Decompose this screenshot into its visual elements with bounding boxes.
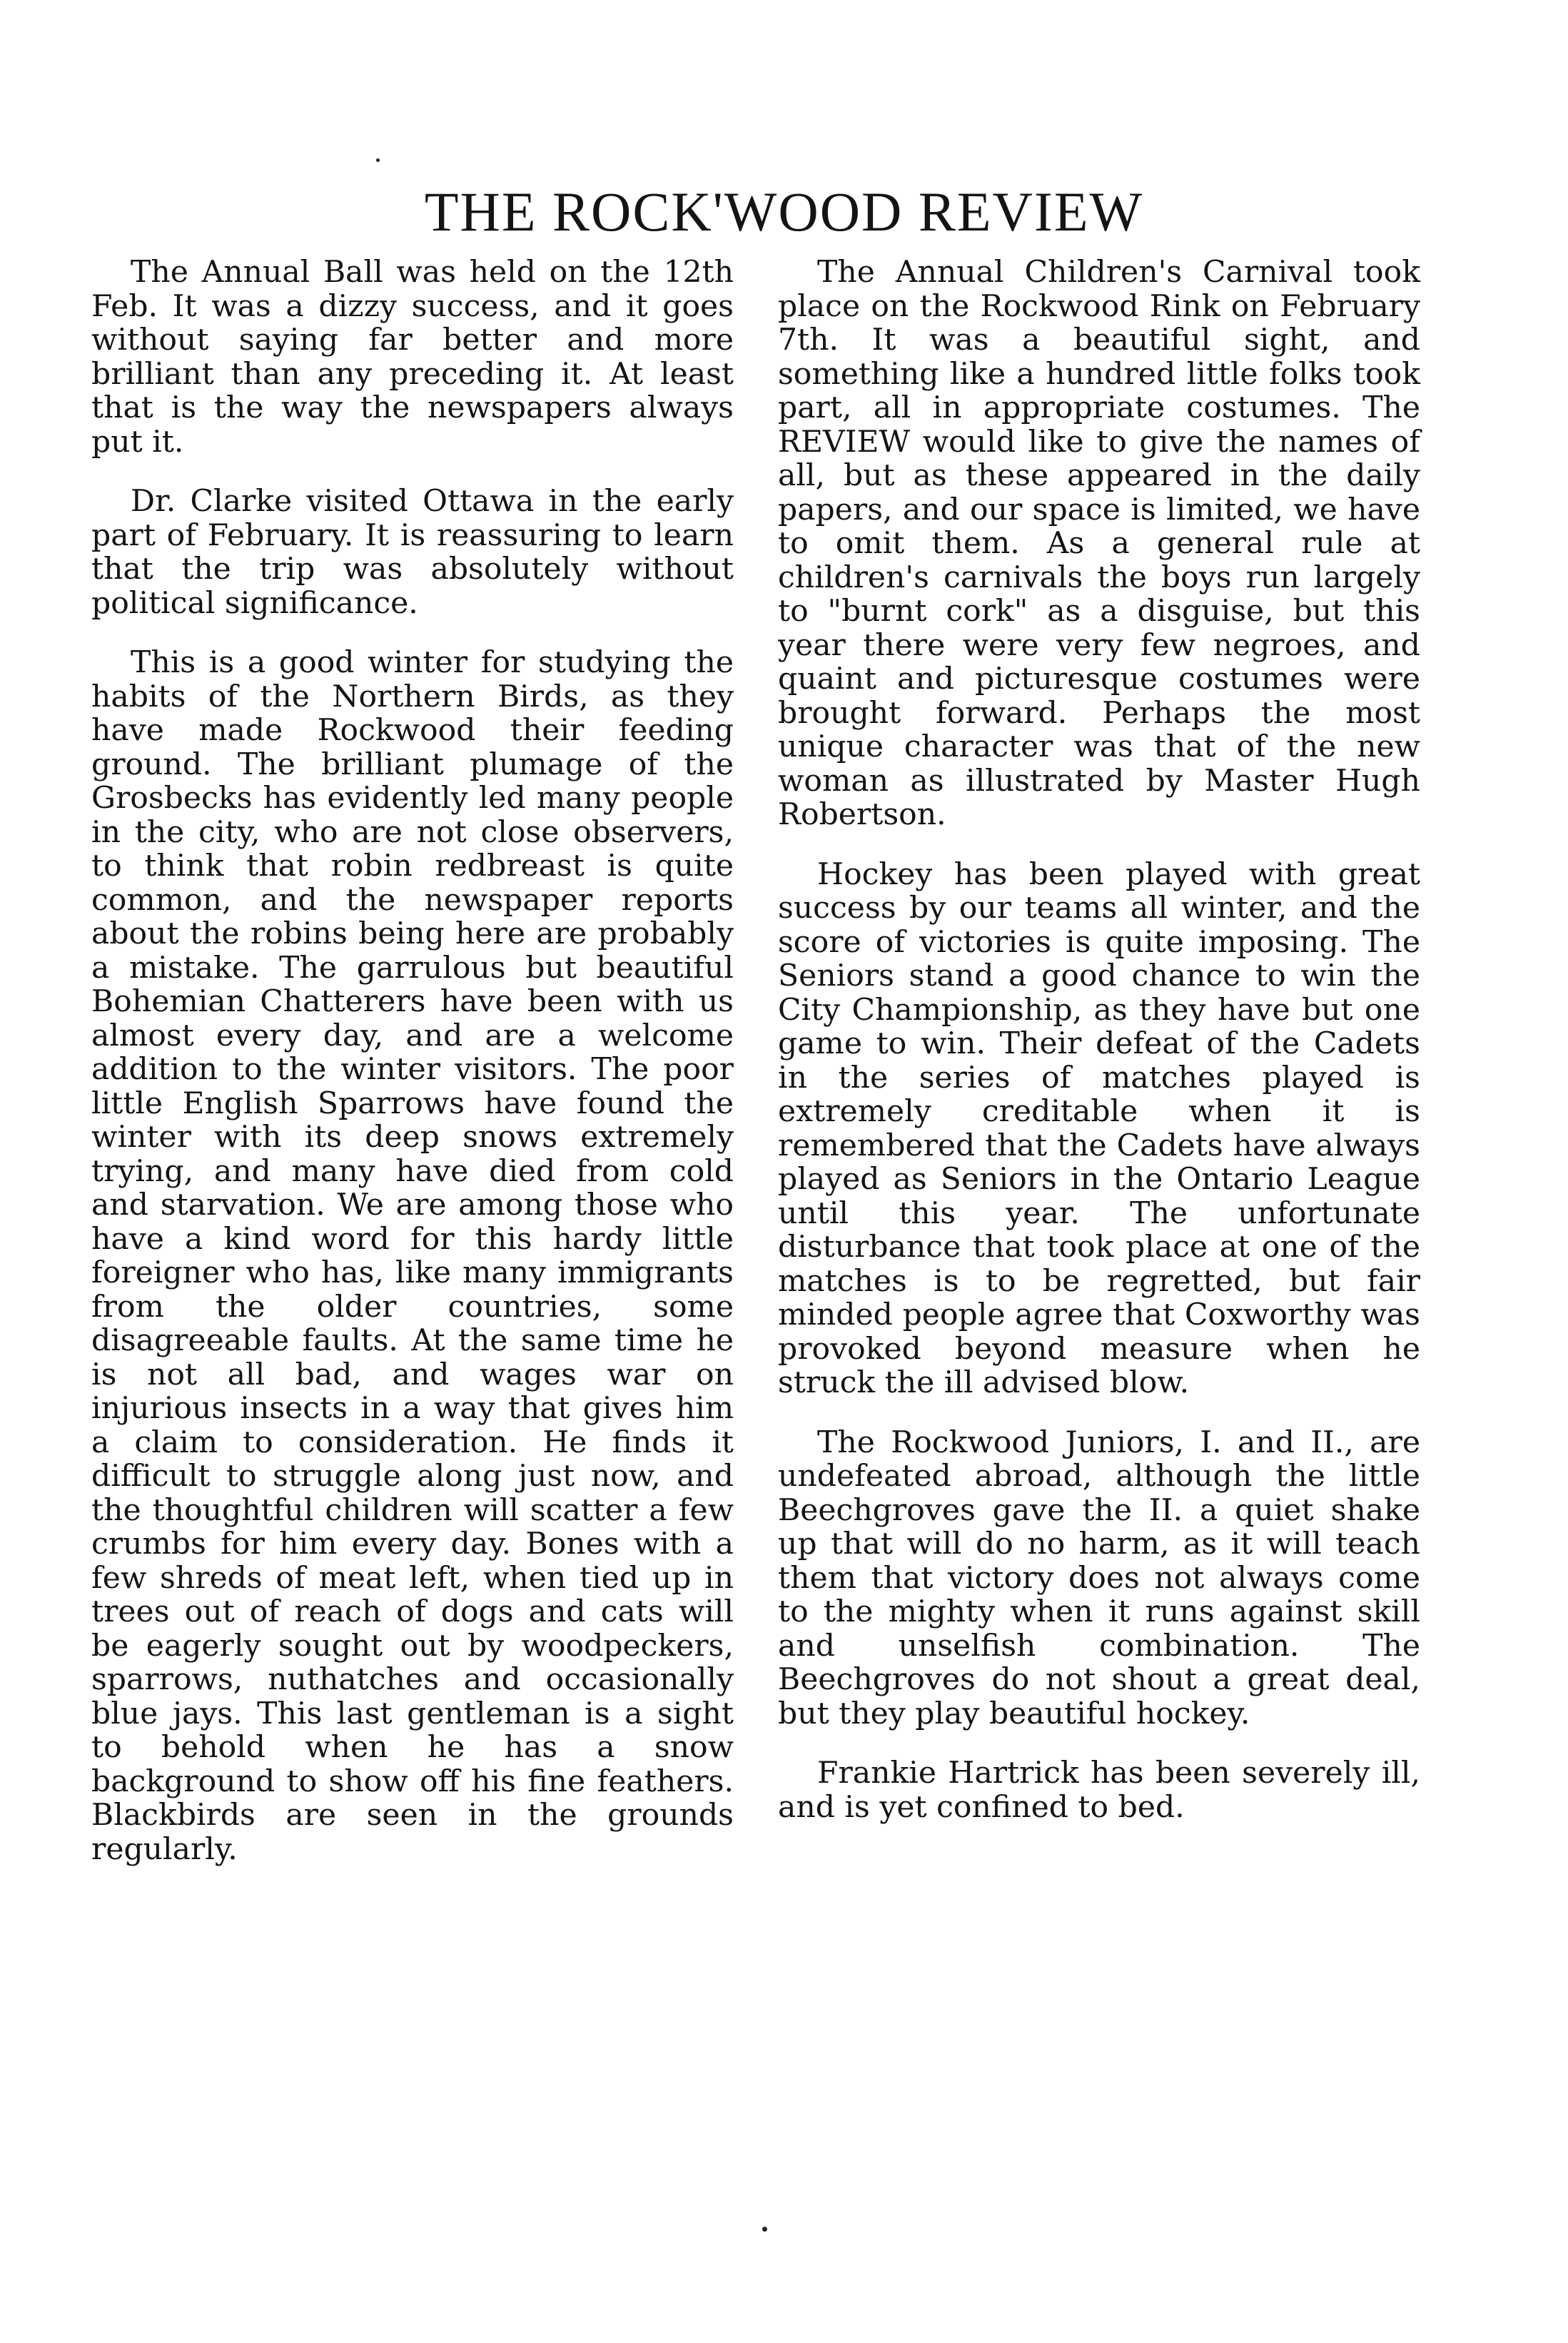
ink-speck (762, 2227, 767, 2232)
paragraph-dr-clarke: Dr. Clarke visited Ottawa in the early part of February. It is reassuring to learn that the trip was absolutely without political significance. (91, 484, 734, 621)
paragraph-rockwood-juniors: The Rockwood Juniors, I. and II., are undefeated abroad, although the little Beechgroves gave the II. a quiet shake up that will do no harm, as it will teach them that victory does not always come to the mighty when it runs against skill and unselfish combination. The Beechgroves do not shout a great deal, but they play beautiful hockey. (778, 1424, 1420, 1731)
page-title: THE ROCK'WOOD REVIEW (424, 181, 1144, 243)
paragraph-frankie-hartrick: Frankie Hartrick has been severely ill, and is yet confined to bed. (778, 1756, 1420, 1825)
ink-speck (376, 158, 380, 162)
paragraph-annual-ball: The Annual Ball was held on the 12th Feb. It was a dizzy success, and it goes without saying far better and more brilliant than any preceding it. At least that is the way the newspapers always put it. (91, 255, 734, 460)
right-column (778, 255, 1420, 1850)
left-column (91, 255, 734, 1892)
paragraph-northern-birds: This is a good winter for studying the habits of the Northern Birds, as they have made Rockwood their feeding ground. The brilliant plumage of the Grosbecks has evidently led many people in the city, who are not close observers, to think that robin redbreast is quite common, and the newspaper reports about the robins being here are probably a mistake. The garrulous but beautiful Bohemian Chatterers have been with us almost every day, and are a welcome addition to the winter visitors. The poor little English Sparrows have found the winter with its deep snows extremely trying, and many have died from cold and starvation. We are among those who have a kind word for this hardy little foreigner who has, like many immigrants from the older countries, some disagreeable faults. At the same time he is not all bad, and wages war on injurious insects in a way that gives him a claim to consideration. He finds it difficult to struggle along just now, and the thoughtful children will scatter a few crumbs for him every day. Bones with a few shreds of meat left, when tied up in trees out of reach of dogs and cats will be eagerly sought out by woodpeckers, sparrows, nuthatches and occasionally blue jays. This last gentleman is a sight to behold when he has a snow background to show off his fine feathers. Blackbirds are seen in the grounds regularly. (91, 645, 734, 1867)
paragraph-hockey: Hockey has been played with great success by our teams all winter, and the score of victories is quite imposing. The Seniors stand a good chance to win the City Championship, as they have but one game to win. Their defeat of the Cadets in the series of matches played is extremely creditable when it is remembered that the Cadets have always played as Seniors in the Ontario League until this year. The unfortunate disturbance that took place at one of the matches is to be regretted, but fair minded people agree that Coxworthy was provoked beyond measure when he struck the ill advised blow. (778, 856, 1420, 1400)
paragraph-childrens-carnival: The Annual Children's Carnival took place on the Rockwood Rink on February 7th. It was a beautiful sight, and something like a hundred little folks took part, all in appropriate costumes. The REVIEW would like to give the names of all, but as these appeared in the daily papers, and our space is limited, we have to omit them. As a general rule at children's carnivals the boys run largely to "burnt cork" as a disguise, but this year there were very few negroes, and quaint and picturesque costumes were brought forward. Perhaps the most unique character was that of the new woman as illustrated by Master Hugh Robertson. (778, 255, 1420, 832)
